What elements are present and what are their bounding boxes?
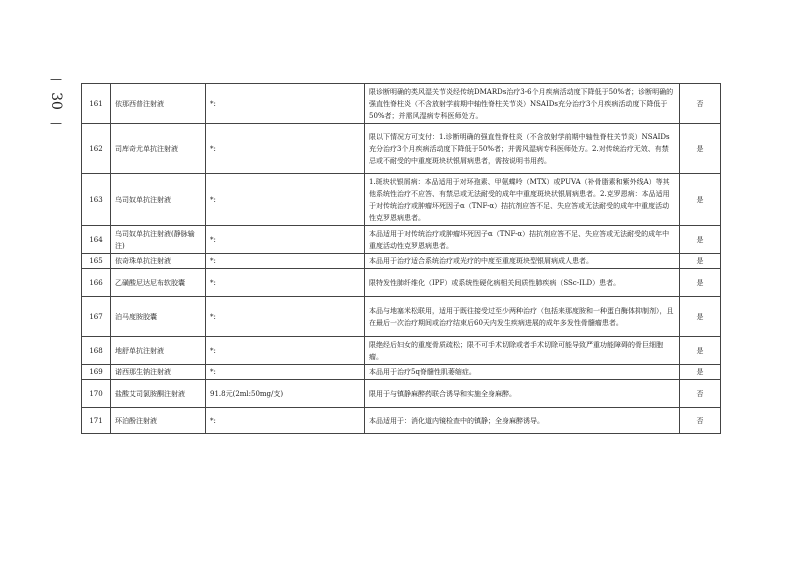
drug-name: 盐酸艾司氯胺酮注射液: [111, 380, 206, 408]
drug-name: 司库奇尤单抗注射液: [111, 124, 206, 174]
drug-flag: 是: [680, 337, 721, 365]
drug-price: *:: [206, 174, 365, 226]
drug-price: *:: [206, 365, 365, 380]
drug-price: *:: [206, 408, 365, 434]
drug-restriction: 本品用于治疗5q脊髓性肌萎缩症。: [365, 365, 680, 380]
row-number: 162: [82, 124, 111, 174]
page-number-dash-bottom: —: [50, 116, 62, 130]
drug-name: 乌司奴单抗注射液: [111, 174, 206, 226]
row-number: 163: [82, 174, 111, 226]
table-row: [82, 380, 721, 408]
drug-name: 乌司奴单抗注射液(静脉输注): [111, 226, 206, 254]
page-number-dash-top: —: [50, 72, 62, 86]
table-row: [82, 226, 721, 254]
drug-price: 91.8元(2ml:50mg/支): [206, 380, 365, 408]
table-row: [82, 174, 721, 226]
drug-restriction: 本品适用于：消化道内镜检查中的镇静；全身麻醉诱导。: [365, 408, 680, 434]
drug-name: 依奇珠单抗注射液: [111, 254, 206, 269]
row-number: 171: [82, 408, 111, 434]
drug-restriction: 限绝经后妇女的重度骨质疏松；限不可手术切除或者手术切除可能导致严重功能障碍的骨巨细胞瘤。: [365, 337, 680, 365]
drug-flag: 是: [680, 254, 721, 269]
drug-price: *:: [206, 297, 365, 337]
drug-list-table: [81, 83, 721, 434]
drug-name: 泊马度胺胶囊: [111, 297, 206, 337]
drug-restriction: 限以下情况方可支付：1.诊断明确的强直性脊柱炎（不含放射学前期中轴性脊柱关节炎）NSAIDs充分治疗3个月疾病活动度下降低于50%者；并需风湿病专科医师处方。2.对传统治疗无效、有禁忌或不耐受的中重度斑块状银屑病患者，需按说明书用药。: [365, 124, 680, 174]
table-row: [82, 337, 721, 365]
drug-restriction: 本品用于治疗适合系统治疗或光疗的中度至重度斑块型银屑病成人患者。: [365, 254, 680, 269]
drug-price: *:: [206, 269, 365, 297]
drug-flag: 是: [680, 297, 721, 337]
row-number: 167: [82, 297, 111, 337]
drug-restriction: 本品与地塞米松联用，适用于既往接受过至少两种治疗（包括来那度胺和一种蛋白酶体抑制剂），且在最后一次治疗期间或治疗结束后60天内发生疾病进展的成年多发性骨髓瘤患者。: [365, 297, 680, 337]
drug-flag: 是: [680, 269, 721, 297]
drug-name: 依那西普注射液: [111, 84, 206, 124]
drug-flag: 否: [680, 84, 721, 124]
page-number-value: 30: [47, 92, 64, 110]
drug-name: 环泊酚注射液: [111, 408, 206, 434]
drug-price: *:: [206, 226, 365, 254]
table-row: [82, 269, 721, 297]
drug-name: 地舒单抗注射液: [111, 337, 206, 365]
drug-restriction: 限诊断明确的类风湿关节炎经传统DMARDs治疗3-6个月疾病活动度下降低于50%者；诊断明确的强直性脊柱炎（不含放射学前期中轴性脊柱关节炎）NSAIDs充分治疗3个月疾病活动度下降低于50%者；并需风湿病专科医师处方。: [365, 84, 680, 124]
drug-restriction: 限特发性肺纤维化（IPF）或系统性硬化病相关间质性肺疾病（SSc-ILD）患者。: [365, 269, 680, 297]
row-number: 168: [82, 337, 111, 365]
table-row: [82, 84, 721, 124]
drug-restriction: 本品适用于对传统治疗或肿瘤坏死因子α（TNF-α）拮抗剂应答不足、失应答或无法耐受的成年中重度活动性克罗恩病患者。: [365, 226, 680, 254]
drug-flag: 是: [680, 174, 721, 226]
table-row: [82, 124, 721, 174]
drug-price: *:: [206, 124, 365, 174]
page-number: [46, 72, 66, 142]
drug-flag: 否: [680, 408, 721, 434]
drug-flag: 是: [680, 124, 721, 174]
table-row: [82, 408, 721, 434]
drug-price: *:: [206, 84, 365, 124]
drug-price: *:: [206, 254, 365, 269]
drug-restriction: 1.斑块状银屑病：本品适用于对环孢素、甲氨蝶呤（MTX）或PUVA（补骨脂素和紫外线A）等其他系统性治疗不应答、有禁忌或无法耐受的成年中重度斑块状银屑病患者。2.克罗恩病：本品适用于对传统治疗或肿瘤坏死因子α（TNF-α）拮抗剂应答不足、失应答或无法耐受的成年中重度活动性克罗恩病患者。: [365, 174, 680, 226]
table-row: [82, 297, 721, 337]
table-row: [82, 254, 721, 269]
row-number: 170: [82, 380, 111, 408]
drug-restriction: 限用于与镇静麻醉药联合诱导和实施全身麻醉。: [365, 380, 680, 408]
row-number: 169: [82, 365, 111, 380]
row-number: 161: [82, 84, 111, 124]
drug-flag: 否: [680, 380, 721, 408]
drug-name: 诺西那生钠注射液: [111, 365, 206, 380]
row-number: 164: [82, 226, 111, 254]
drug-name: 乙磺酸尼达尼布软胶囊: [111, 269, 206, 297]
drug-price: *:: [206, 337, 365, 365]
row-number: 166: [82, 269, 111, 297]
row-number: 165: [82, 254, 111, 269]
drug-flag: 是: [680, 226, 721, 254]
table-row: [82, 365, 721, 380]
drug-flag: 是: [680, 365, 721, 380]
